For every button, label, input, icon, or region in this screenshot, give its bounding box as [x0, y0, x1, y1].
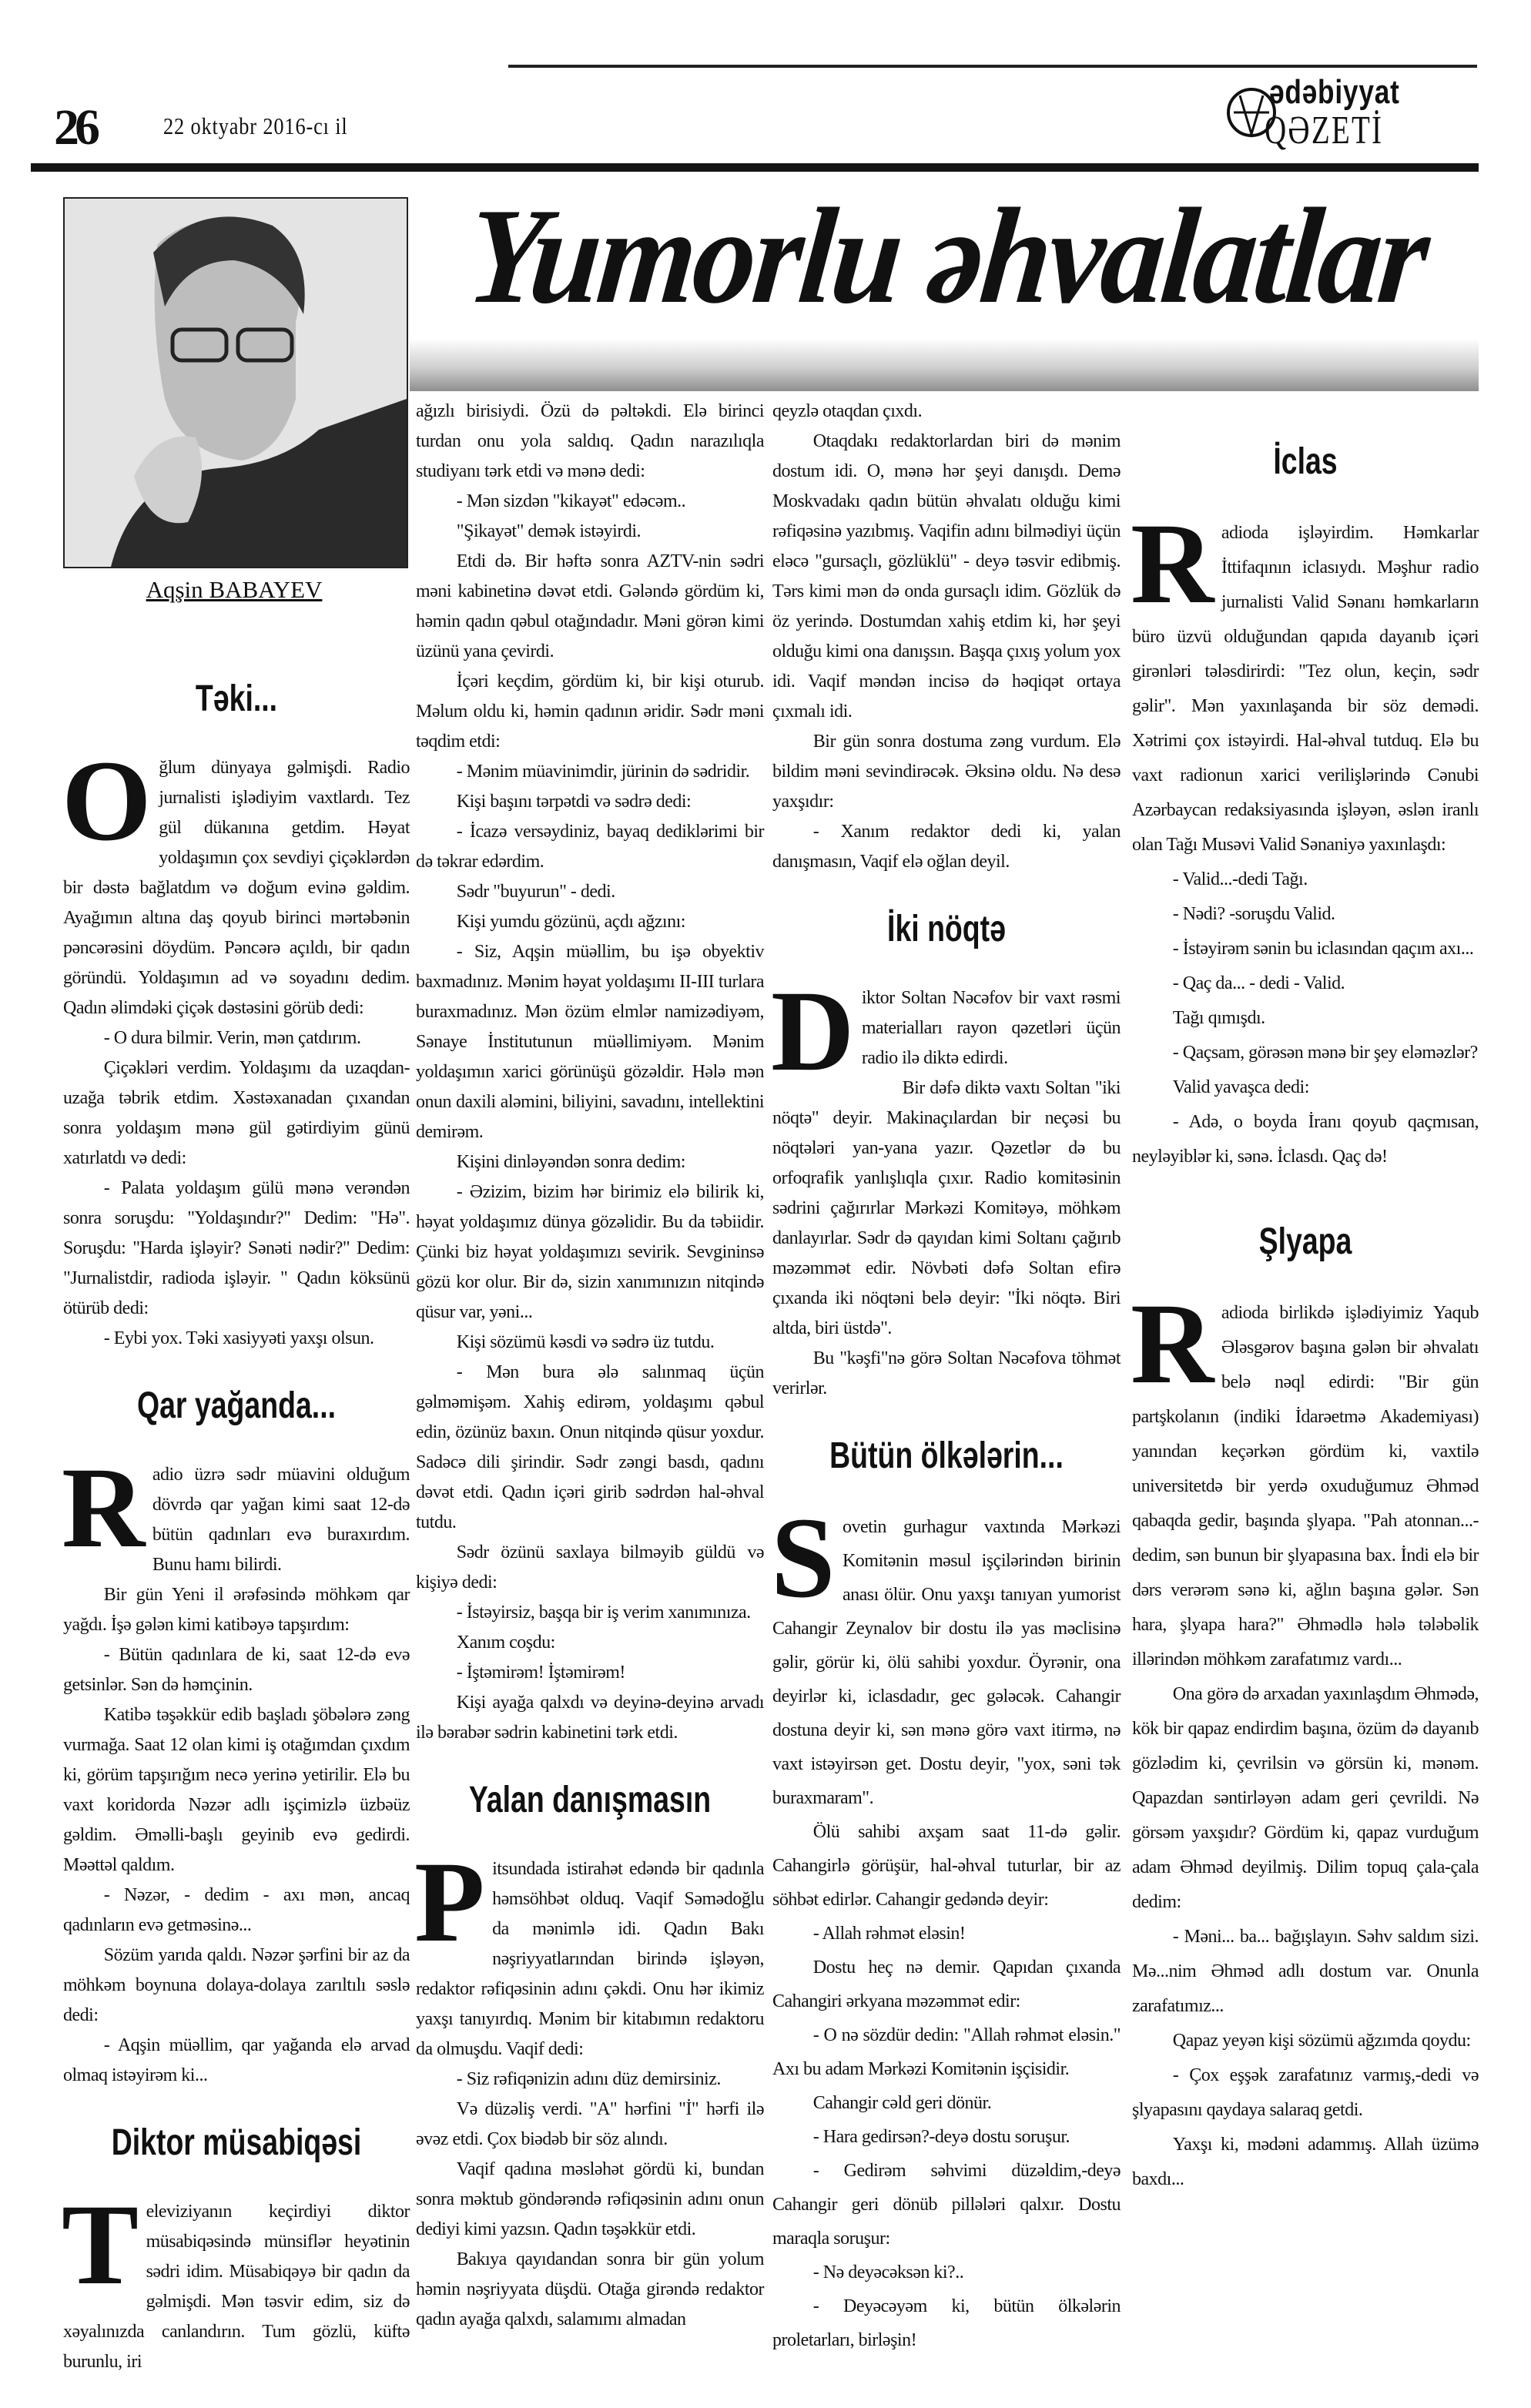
paragraph: - Nəzər, - dedim - axı mən, ancaq qadınların evə getməsinə...: [63, 1885, 410, 1935]
paragraph: - Qaçsam, görəsən mənə bir şey eləməzlər?: [1172, 1043, 1478, 1063]
article-segment: [416, 1779, 764, 2335]
paragraph-text: adioda birlikdə işlədiyimiz Yaqub Ələsgərov başına gələn bir əhvalatı belə nəql edirdi: "Bir gün partşkolanın (indiki İdarəetmə Akademiyası) yanından keçərkən gördüm ki, vaxtilə universitetdə bir yerdə oxuduğumuz Əhməd qabaqda gedir, başında şlyapa. "Pah atonnan...-dedim, sən bunun bir şlyapasına bax. İndi elə bir dərs verərəm sənə ki, ağlın başına gələr. Sən hara, şlyapa hara?" Əhmədlə hələ tələbəlik illərindən möhkəm zarafatımız vardı...: [1132, 1303, 1479, 1670]
paragraph: - Məni... ba... bağışlayın. Səhv saldım sizi. Mə...nim Əhməd adlı dostum var. Onunla zarafatımız...: [1132, 1927, 1479, 2016]
article-heading: Diktor müsabiqəsi: [111, 2122, 362, 2163]
paragraph: Tağı qımışdı.: [1172, 1008, 1265, 1028]
article-segment: [772, 1435, 1121, 2357]
drop-cap: P: [414, 1838, 485, 1966]
paragraph: Katibə təşəkkür edib başladı şöbələrə zəng vurmağa. Saat 12 olan kimi iş otağımdan çıxdım ki, görüm tapşırığım necə yerinə yetirilir. Elə bu vaxt koridorda Nəzər adlı işçimizlə üzbəüz gəldim. Əməlli-başlı geyinib evə gedirdi. Məəttəl qaldım.: [63, 1705, 410, 1875]
drop-cap: S: [771, 1494, 835, 1622]
paragraph: - Hara gedirsən?-deyə dostu soruşur.: [812, 2127, 1070, 2147]
article-heading: Bütün ölkələrin...: [829, 1435, 1064, 1476]
title-band: [410, 339, 1479, 391]
paragraph: Sədr "buyurun" - dedi.: [456, 882, 615, 902]
paragraph: - Çox eşşək zarafatınız varmış,-dedi və şlyapasını qaydaya salaraq getdi.: [1132, 2065, 1479, 2120]
header-rule: [31, 163, 1479, 172]
paragraph: [62, 1444, 410, 1580]
article-segment: [1132, 440, 1479, 1174]
paragraph: Yaxşı ki, mədəni adammış. Allah üzümə baxdı...: [1132, 2135, 1479, 2189]
article-heading: Qar yağanda...: [136, 1385, 337, 1426]
paragraph: - Xanım redaktor dedi ki, yalan danışmasın, Vaqif elə oğlan deyil.: [772, 822, 1121, 872]
paragraph: - Valid...-dedi Tağı.: [1172, 869, 1308, 889]
paragraph: Kişi ayağa qalxdı və deyinə-deyinə arvadı ilə bərabər sədrin kabinetini tərk etdi.: [416, 1693, 764, 1743]
drop-cap: R: [62, 1444, 145, 1572]
paragraph: Kişi başını tərpətdi və sədrə dedi:: [456, 792, 692, 812]
header-top-rule: [508, 65, 1477, 68]
drop-cap: O: [62, 737, 152, 865]
paragraph: Ona görə də arxadan yaxınlaşdım Əhmədə, kök bir qapaz endirdim başına, özüm də dayanıb gözlədim ki, çevrilsin və görsün ki, mənəm. Qapazdan səntirləyən adam geri çevrildi. Nə görsəm yaxşıdır? Gördüm ki, qapaz vurduğum adam Əhməd deyilmiş. Dilim topuq çala-çala dedim:: [1132, 1684, 1479, 1912]
paragraph: [771, 1494, 1121, 1815]
author-photo: [63, 197, 408, 568]
paragraph: Sözüm yarıda qaldı. Nəzər şərfini bir az da möhkəm boynuna dolaya-dolaya zarıltılı səslə dedi:: [63, 1945, 410, 2025]
paragraph: - Mən bura ələ salınmaq üçün gəlməmişəm. Xahiş edirəm, yoldaşımı qəbul edin, özünüz baxın. Onun nitqində qüsur yoxdur. Sadəcə dili şirindir. Sədr zəngi basdı, qadını dəvət etdi. Qadın içəri girib sədrdən hal-əhval tutdu.: [416, 1362, 764, 1532]
author-name: Aqşin BABAYEV: [146, 576, 323, 603]
paragraph: Cahangir cəld geri dönür.: [812, 2093, 992, 2113]
paragraph: - O nə sözdür dedin: "Allah rəhmət eləsin." Axı bu adam Mərkəzi Komitənin işçisidir.: [772, 2025, 1121, 2079]
article-heading: Təki...: [195, 678, 278, 719]
drop-cap: R: [1131, 1280, 1214, 1408]
logo-line-1: ədəbiyyat: [1269, 73, 1400, 111]
paragraph: Və düzəliş verdi. "A" hərfini "İ" hərfi ilə əvəz etdi. Çox biədəb bir söz alındı.: [416, 2099, 764, 2149]
paragraph: - Əzizim, bizim hər birimiz elə bilirik ki, həyat yoldaşımız dünya gözəlidir. Bu da təbiidir. Çünki biz həyat yoldaşımızı sevirik. Sevgininsə gözü kor olur. Bir də, sizin xanımınızın nitqində qüsur var, yəni...: [416, 1182, 764, 1322]
paragraph: - Aqşin müəllim, qar yağanda elə arvad olmaq istəyirəm ki...: [63, 2035, 410, 2085]
paragraph: qeyzlə otaqdan çıxdı.: [772, 401, 923, 421]
paragraph: - İştəmirəm! İştəmirəm!: [456, 1663, 625, 1683]
paragraph: Qapaz yeyən kişi sözümü ağzımda qoydu:: [1172, 2031, 1471, 2051]
paragraph: Dostu heç nə demir. Qapıdan çıxanda Cahangiri ərkyana məzəmmət edir:: [772, 1958, 1121, 2011]
drop-cap: D: [771, 967, 854, 1095]
paragraph: - İcazə versəydiniz, bayaq dediklərimi bir də təkrar edərdim.: [416, 822, 764, 872]
paragraph: Etdi də. Bir həftə sonra AZTV-nin sədri məni kabinetinə dəvət etdi. Gələndə gördüm ki, həmin qadın qəbul otağındadır. Məni görən kimi üzünü yana çevirdi.: [416, 551, 764, 661]
paragraph: Bakıya qayıdandan sonra bir gün yolum həmin nəşriyyata düşdü. Otağa girəndə redaktor qadın ayağa qalxdı, salamımı almadan: [416, 2249, 764, 2329]
paragraph: - Siz, Aqşin müəllim, bu işə obyektiv baxmadınız. Mənim həyat yoldaşımı II-III turlara buraxmadınız. Mən özüm elmlər namizədiyəm, Sənaye İnstitutunun müəllimiyəm. Mənim yoldaşımın xarici görünüşü gözəldir. Hələ mən onun daxili aləmini, biliyini, savadını, intellektini demirəm.: [416, 942, 764, 1142]
paragraph: Çiçəkləri verdim. Yoldaşımı da uzaqdan-uzağa təbrik etdim. Xəstəxanadan çıxandan sonra yoldaşım mənə gül gətirdiyim günü xatırlatdı və dedi:: [63, 1058, 410, 1168]
paragraph: [1131, 1280, 1479, 1677]
paragraph-text: iktor Soltan Nəcəfov bir vaxt rəsmi materialları rayon qəzetləri üçün radio ilə diktə edirdi.: [861, 988, 1121, 1068]
paragraph: Ölü sahibi axşam saat 11-də gəlir. Cahangirlə görüşür, hal-əhval tuturlar, bir az söhbət edirlər. Cahangir gedəndə deyir:: [772, 1822, 1121, 1910]
newspaper-logo: [1224, 74, 1456, 159]
article-segment: [63, 1385, 410, 2091]
paragraph: Bir gün sonra dostuma zəng vurdum. Elə bildim məni sevindirəcək. Əksinə oldu. Nə desə yaxşıdır:: [772, 732, 1121, 812]
paragraph: - Eybi yox. Təki xasiyyəti yaxşı olsun.: [103, 1328, 374, 1348]
paragraph: - Gedirəm səhvimi düzəldim,-deyə Cahangir geri dönüb pillələri qalxır. Dostu maraqla soruşur:: [772, 2161, 1121, 2249]
paragraph: Vaqif qadına məsləhət gördü ki, bundan sonra məktub göndərəndə rəfiqəsinin adını onun dediyi kimi yazsın. Qadın təşəkkür etdi.: [416, 2159, 764, 2239]
paragraph: - Allah rəhmət eləsin!: [812, 1924, 966, 1944]
paragraph: - Adə, o boyda İranı qoyub qaçmısan, neyləyiblər ki, sənə. İclasdı. Qaç də!: [1132, 1112, 1479, 1167]
drop-cap: T: [62, 2181, 139, 2309]
paragraph: [62, 737, 410, 1023]
paragraph-text: itsundada istirahət edəndə bir qadınla həmsöhbət olduq. Vaqif Səmədoğlu da mənimlə idi. Qadın Bakı nəşriyyatlarından birində işləyən, redaktor rəfiqəsinin adını çəkdi. Onu hər ikimiz yaxşı tanıyırdıq. Mənim bir kitabımın redaktoru da olmuşdu. Vaqif dedi:: [416, 1859, 764, 2059]
paragraph: - Deyəcəyəm ki, bütün ölkələrin proletarları, birləşin!: [772, 2296, 1121, 2350]
paragraph: [62, 2181, 410, 2377]
article-segment: [772, 397, 1121, 877]
paragraph: - Nə deyəcəksən ki?..: [812, 2262, 964, 2282]
page-number: 26: [54, 99, 95, 156]
paragraph-text: adio üzrə sədr müavini olduğum dövrdə qar yağan kimi saat 12-də bütün qadınları evə buraxırdım. Bunu hamı bilirdi.: [152, 1465, 410, 1575]
paragraph: - Nədi? -soruşdu Valid.: [1172, 904, 1335, 924]
logo-line-2: QƏZETİ: [1265, 109, 1384, 152]
paragraph: Kişi yumdu gözünü, açdı ağzını:: [456, 912, 685, 932]
article-segment: [63, 678, 410, 1354]
article-heading: Şlyapa: [1258, 1221, 1352, 1262]
article-segment: [1132, 1221, 1479, 2197]
article-heading: Yalan danışmasın: [468, 1780, 712, 1820]
paragraph: - Bütün qadınlara de ki, saat 12-də evə getsinlər. Sən də həmçinin.: [63, 1645, 410, 1695]
paragraph: - Siz rəfiqənizin adını düz demirsiniz.: [456, 2069, 721, 2089]
paragraph: Bu "kəşfi"nə görə Soltan Nəcəfova töhmət verirlər.: [772, 1348, 1121, 1398]
paragraph: Kişi sözümü kəsdi və sədrə üz tutdu.: [456, 1332, 715, 1352]
paragraph: Bir gün Yeni il ərəfəsində möhkəm qar yağdı. İşə gələn kimi katibəyə tapşırdım:: [63, 1585, 410, 1635]
paragraph: İçəri keçdim, gördüm ki, bir kişi oturub. Məlum oldu ki, həmin qadının əridir. Sədr məni təqdim etdi:: [416, 671, 764, 752]
paragraph: "Şikayət" demək istəyirdi.: [456, 521, 642, 541]
paragraph: - O dura bilmir. Verin, mən çatdırım.: [103, 1028, 361, 1048]
paragraph: [771, 967, 1121, 1095]
paragraph: [414, 1838, 764, 2065]
drop-cap: R: [1131, 500, 1214, 628]
paragraph-text: ğlum dünyaya gəlmişdi. Radio jurnalisti işlədiyim vaxtlardı. Tez gül dükanına getdim. Həyat yoldaşımın çox sevdiyi çiçəklərdən bir dəstə bağlatdım və doğum evinə gəldim. Ayağımın altına daş qoyub birinci mərtəbənin pəncərəsini döydüm. Pəncərə açıldı, bir qadın göründü. Yoldaşımın ad və soyadını dedim. Qadın əlimdəki çiçək dəstəsini görüb dedi:: [63, 758, 410, 1018]
paragraph-text: adioda işləyirdim. Həmkarlar İttifaqının iclasıydı. Məşhur radio jurnalisti Valid Sənanı həmkarların büro üzvü olduğundan qapıda dayanıb içəri girənləri tələsdirirdi: "Tez olun, keçin, sədr gəlir". Mən yaxınlaşanda bir söz demədi. Xətrimi çox istəyirdi. Hal-əhval tutduq. Elə bu vaxt radionun xarici verilişlərində Cənubi Azərbaycan redaksiyasında işləyən, əslən iranlı olan Tağı Musəvi Valid Sənaniyə yaxınlaşdı:: [1132, 523, 1479, 855]
paragraph: - Mən sizdən "kikayət" edəcəm..: [456, 491, 686, 511]
paragraph: ağızlı birisiydi. Özü də pəltəkdi. Elə birinci turdan onu yola saldıq. Qadın narazılıqla studiyanı tərk etdi və mənə dedi:: [416, 401, 764, 481]
paragraph: Kişini dinləyəndən sonra dedim:: [456, 1152, 685, 1172]
paragraph: - Palata yoldaşım gülü mənə verəndən sonra soruşdu: "Yoldaşındır?" Dedim: "Hə". Soruşdu: "Harda işləyir? Sənəti nədir?" Dedim: "Jurnalistdir, radioda işləyir. " Qadın köksünü ötürüb dedi:: [63, 1178, 410, 1318]
article-segment: [772, 908, 1121, 1404]
paragraph: Xanım coşdu:: [456, 1633, 555, 1653]
paragraph-text: ovetin gurhagur vaxtında Mərkəzi Komitənin məsul işçilərindən birinin anası ölür. Onu yaxşı tanıyan yumorist Cahangir Zeynalov bir dostu ilə yas məclisinə gəlir, görür ki, ölü sahibi yoxdur. Öyrənir, ona deyirlər ki, iclasdadır, gec gələcək. Cahangir dostuna deyir ki, sən mənə görə vaxt itirmə, nə vaxt istəyirsən get. Dostu deyir, "yox, səni tək buraxmaram".: [772, 1517, 1121, 1808]
issue-date: 22 oktyabr 2016-cı il: [163, 112, 348, 139]
paragraph-text: eleviziyanın keçirdiyi diktor müsabiqəsində münsiflər heyətinin sədri idim. Müsabiqəyə bir qadın da gəlmişdi. Mən təsvir edim, siz də xəyalınızda canlandırın. Tum gözlü, küftə burunlu, iri: [63, 2202, 410, 2372]
paragraph: - İstəyirəm sənin bu iclasından qaçım axı...: [1172, 939, 1474, 959]
article-heading: İki nöqtə: [887, 909, 1006, 949]
paragraph: Bir dəfə diktə vaxtı Soltan "iki nöqtə" deyir. Makinaçılardan bir neçəsi bu nöqtələri yan-yana yazır. Qəzetlər də bu orfoqrafik yanlışlıqla çıxır. Radio komitəsinin sədrini çağırırlar Mərkəzi Komitəyə, möhkəm danlayırlar. Sədr də qayıdan kimi Soltanı çağırıb məzəmmət edir. Növbəti dəfə Soltan efirə çıxanda iki nöqtəni belə deyir: "İki nöqtə. Biri altda, biri üstdə".: [772, 1078, 1121, 1338]
paragraph: [1131, 500, 1479, 862]
paragraph: Otaqdakı redaktorlardan biri də mənim dostum idi. O, mənə hər şeyi danışdı. Demə Moskvadakı qadın bütün əhvalatı olduğu kimi rəfiqəsinə yazıbmış. Vaqifin adını bilmədiyi üçün eləcə "gursaçlı, gözlüklü" - deyə təsvir edibmiş. Tərs kimi mən də onda gursaçlı idim. Gözlük də öz yerində. Dostumdan xahiş etdim ki, hər şeyi olduğu kimi ona danışsın. Başqa çıxış yolum yox idi. Vaqif məndən incisə də həqiqət ortaya çıxmalı idi.: [772, 431, 1121, 722]
paragraph: Sədr özünü saxlaya bilməyib güldü və kişiyə dedi:: [416, 1542, 764, 1592]
article-segment: [416, 397, 764, 1748]
paragraph: - İstəyirsiz, başqa bir iş verim xanımınıza.: [456, 1603, 751, 1623]
paragraph: - Mənim müavinimdir, jürinin də sədridir.: [456, 762, 750, 782]
paragraph: Valid yavaşca dedi:: [1172, 1077, 1309, 1097]
article-heading: İclas: [1273, 441, 1338, 482]
paragraph: - Qaç da... - dedi - Valid.: [1172, 973, 1345, 993]
article-segment: [63, 2122, 410, 2377]
page-title: Yumorlu əhvalatlar: [461, 179, 1433, 332]
